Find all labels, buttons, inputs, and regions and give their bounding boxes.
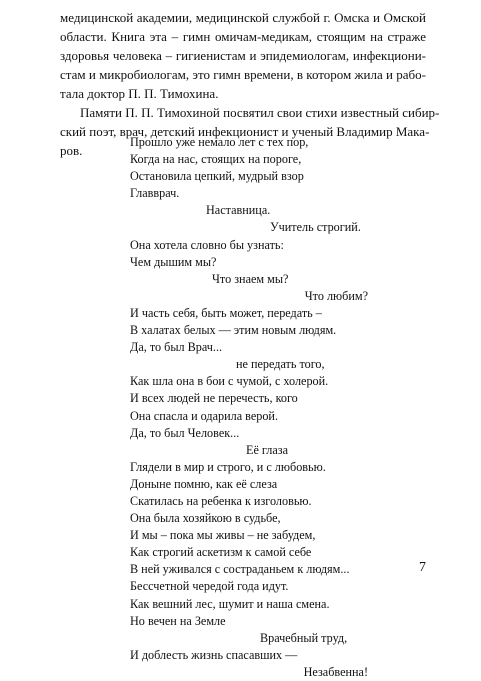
poem-line: Что любим? xyxy=(304,288,368,303)
prose-line: ров. xyxy=(60,143,83,158)
poem-line: Учитель строгий. xyxy=(270,220,361,235)
prose-line: Памяти П. П. Тимохиной посвятил свои стихи известный сибир- xyxy=(80,105,440,120)
poem-line: Как шла она в бои с чумой, с холерой. xyxy=(130,374,329,389)
poem-line: Главврач. xyxy=(130,186,180,201)
poem-line: Бессчетной чередой года идут. xyxy=(130,579,289,594)
poem-line: Как вешний лес, шумит и наша смена. xyxy=(130,596,330,611)
poem-line: Да, то был Врач... xyxy=(130,340,223,355)
poem xyxy=(130,134,368,681)
poem-line: Глядели в мир и строго, и с любовью. xyxy=(130,459,326,474)
poem-line: Незабвенна! xyxy=(303,664,368,679)
poem-line: В ней уживался с состраданьем к людям... xyxy=(130,562,350,577)
poem-line: Врачебный труд, xyxy=(260,630,348,645)
prose-line: области. Книга эта – гимн омичам-медикам, стоящим на страже xyxy=(60,29,426,44)
poem-line: Но вечен на Земле xyxy=(130,613,226,628)
prose-line: стам и микробиологам, это гимн времени, в котором жила и рабо- xyxy=(60,67,426,82)
poem-line: Как строгий аскетизм к самой себе xyxy=(130,545,312,560)
poem-line: И всех людей не перечесть, кого xyxy=(130,391,298,406)
prose-line: ский поэт, врач, детский инфекционист и ученый Владимир Мака- xyxy=(60,124,430,139)
poem-line: Что знаем мы? xyxy=(212,271,289,286)
poem-line: Её глаза xyxy=(246,442,288,457)
poem-line: Скатилась на ребенка к изголовью. xyxy=(130,493,312,508)
page-number: 7 xyxy=(419,560,426,575)
poem-line: Когда на нас, стоящих на пороге, xyxy=(130,152,302,167)
prose-line: медицинской академии, медицинской службой г. Омска и Омской xyxy=(60,10,426,25)
prose-line: здоровья человека – гигиенистам и эпидемиологам, инфекциони- xyxy=(60,48,426,63)
poem-line: Да, то был Человек... xyxy=(130,425,240,440)
poem-line: Она спасла и одарила верой. xyxy=(130,408,278,423)
poem-line: И мы – пока мы живы – не забудем, xyxy=(130,528,316,543)
poem-line: не передать того, xyxy=(236,357,325,372)
poem-line: Доныне помню, как её слеза xyxy=(130,476,278,491)
poem-line: И доблесть жизнь спасавших — xyxy=(130,647,298,662)
poem-line: Она была хозяйкою в судьбе, xyxy=(130,511,281,526)
poem-line: Прошло уже немало лет с тех пор, xyxy=(130,135,309,149)
poem-line: И часть себя, быть может, передать – xyxy=(130,305,322,320)
poem-line: Чем дышим мы? xyxy=(130,254,217,269)
prose-paragraph-1 xyxy=(60,8,426,103)
poem-line: В халатах белых — этим новым людям. xyxy=(130,323,337,338)
poem-line: Остановила цепкий, мудрый взор xyxy=(130,169,304,184)
poem-line: Она хотела словно бы узнать: xyxy=(130,237,284,252)
poem-line: Наставница. xyxy=(206,203,271,218)
prose-line: тала доктор П. П. Тимохина. xyxy=(60,86,219,101)
